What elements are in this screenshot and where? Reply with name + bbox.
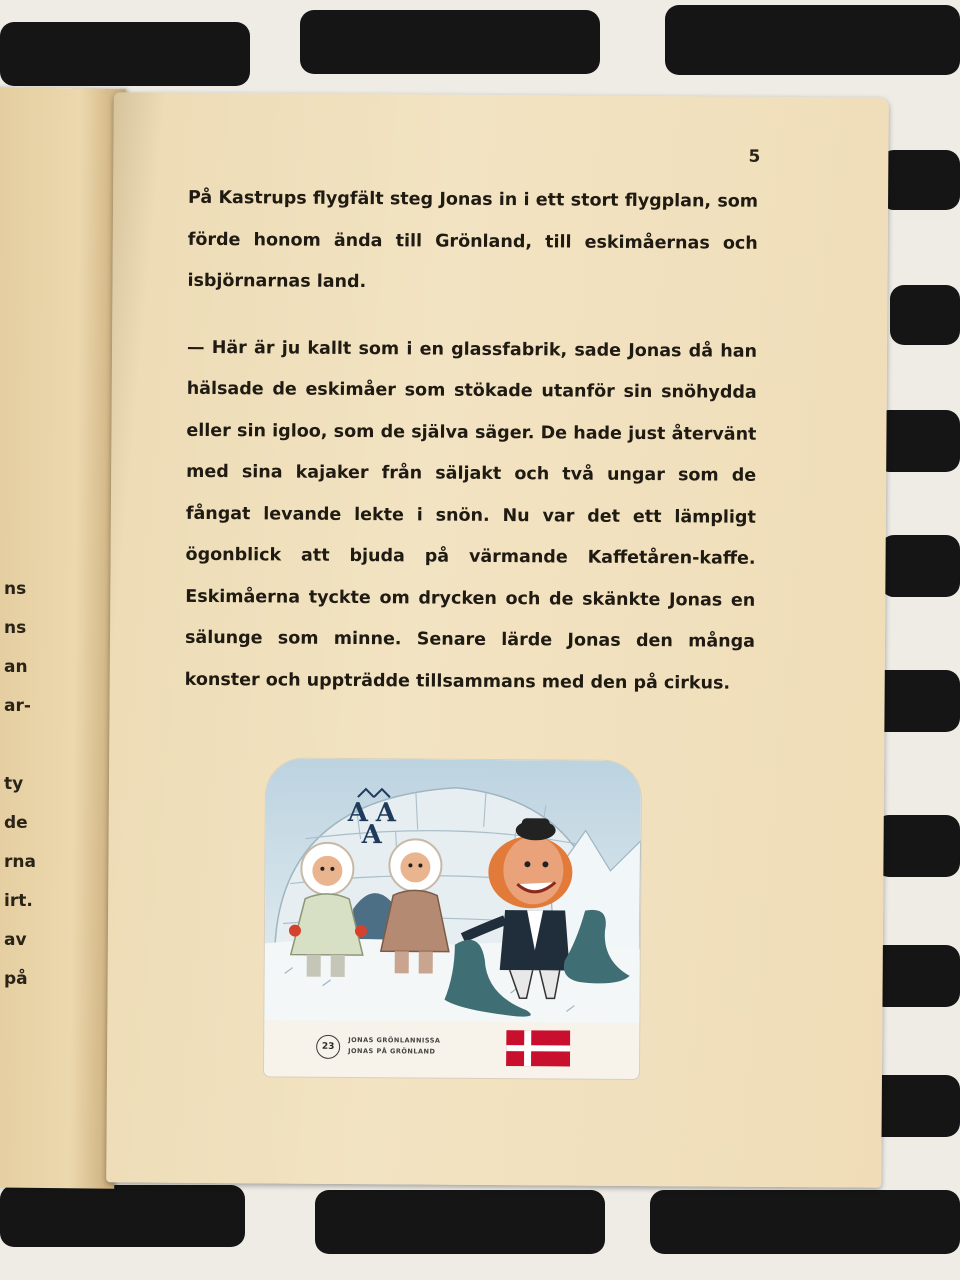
text-fragment: irt. <box>4 891 33 911</box>
card-illustration <box>264 758 641 1023</box>
stripe <box>650 1190 960 1254</box>
svg-text:A: A <box>361 820 382 851</box>
text-fragment: rna <box>4 852 36 872</box>
stripe <box>870 945 960 1007</box>
text-fragment: på <box>4 969 28 989</box>
caption-line: JONAS GRÖNLANNISSA <box>348 1035 441 1045</box>
card-footer <box>264 1020 639 1079</box>
left-page-text <box>4 570 44 999</box>
text-fragment <box>4 726 44 765</box>
paragraph: — Här är ju kallt som i en glassfabrik, sade Jonas då han hälsade de eskimåer som stökade utanför sin snöhydda eller sin igloo, som de själva säger. De hade just återvänt med sina kajaker från säljakt och två ungar som de fångat levande lekte i snön. Nu var det ett lämpligt ögonblick att bjuda på värmande Kaffetåren-kaffe. Eskimåerna tyckte om drycken och de skänkte Jonas en sälunge som minne. Senare lärde Jonas den många konster och uppträdde tillsammans med den på cirkus. <box>184 337 758 694</box>
body-text <box>185 178 759 705</box>
stripe <box>880 150 960 210</box>
collectible-card <box>264 758 641 1079</box>
right-page <box>106 92 889 1187</box>
text-fragment: de <box>4 813 28 833</box>
card-caption <box>348 1035 440 1058</box>
text-fragment: ns <box>4 618 27 638</box>
page-number: 5 <box>748 146 761 167</box>
stripe <box>300 10 600 74</box>
stripe <box>315 1190 605 1254</box>
text-fragment: av <box>4 930 27 950</box>
card-number: 23 <box>316 1035 340 1059</box>
stripe <box>875 815 960 877</box>
stripe <box>875 410 960 472</box>
caption-line: JONAS PÅ GRÖNLAND <box>348 1046 436 1056</box>
danish-flag-icon <box>506 1030 570 1066</box>
svg-text:A: A <box>347 797 369 829</box>
stripe <box>0 1185 245 1247</box>
stripe <box>890 285 960 345</box>
stripe <box>665 5 960 75</box>
stripe <box>0 22 250 86</box>
text-fragment: an <box>4 657 28 677</box>
text-fragment: ns <box>4 579 27 599</box>
paragraph: På Kastrups flygfält steg Jonas in i ett stort flygplan, som förde honom ända till Grönland, till eskimåernas och isbjörnarnas land. <box>187 187 759 293</box>
stripe <box>880 535 960 597</box>
text-fragment: ar- <box>4 696 31 716</box>
text-fragment: ty <box>4 774 24 794</box>
svg-text:A: A <box>375 798 397 829</box>
